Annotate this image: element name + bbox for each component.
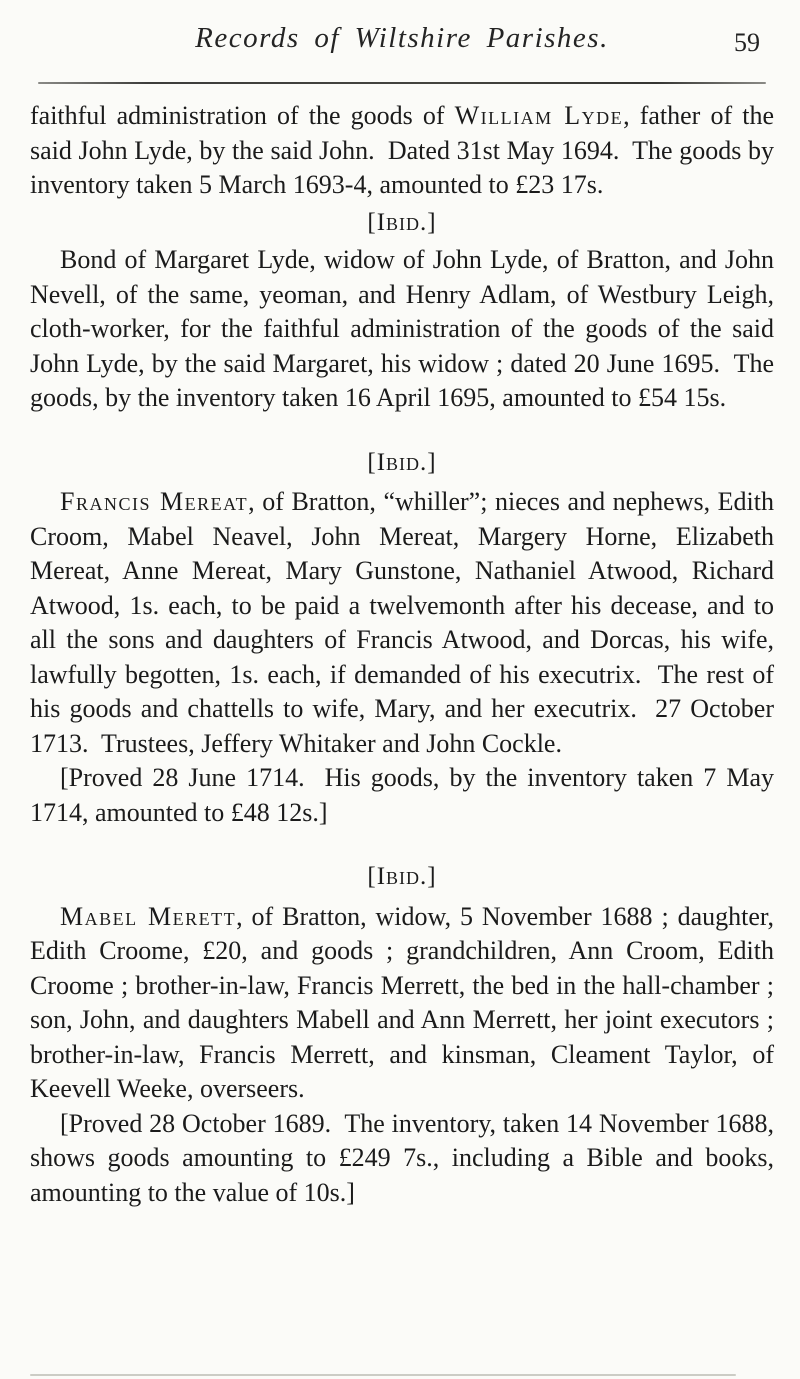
- entry-text: , of Bratton, “whiller”; nieces and nephews, Edith Croom, Mabel Neavel, John Mereat, Margery Horne, Elizabeth Mereat, Anne Mereat, Mary Gunstone, Nathaniel Atwood, Richard Atwood, 1s. each, to be paid a twelvemonth after his decease, and to all the sons and daughters of Francis Atwood, and Dorcas, his wife, lawfully begotten, 1s. each, if demanded of his executrix. The rest of his goods and chattells to wife, Mary, and her executrix. 27 October 1713. Trustees, Jeffery Whitaker and John Cockle.: [30, 487, 781, 758]
- page-bottom-rule: [30, 1374, 736, 1376]
- person-name-william-lyde: William Lyde: [454, 101, 624, 130]
- record-entry-mabel-merett: [30, 900, 781, 1107]
- ibid-marker: [Ibid.]: [367, 208, 437, 236]
- record-entry-william-lyde-admon: [30, 99, 781, 203]
- record-entry-francis-mereat: [30, 485, 781, 761]
- ibid-marker: [Ibid.]: [367, 863, 437, 890]
- entry-text: , of Bratton, widow, 5 November 1688 ; daughter, Edith Croome, £20, and goods ; grandchildren, Ann Croom, Edith Croome ; brother-in-law, Francis Merrett, the bed in the hall-chamber ; son, John, and daughters Mabell and Ann Merrett, her joint executors ; brother-in-law, Francis Merrett, and kinsman, Cleament Taylor, of Keevell Weeke, overseers.: [30, 901, 781, 1103]
- person-name-mabel-merett: Mabel Merett: [60, 901, 237, 931]
- ibid-marker: [Ibid.]: [367, 448, 437, 476]
- header-rule: [38, 82, 766, 84]
- page-title: Records of Wiltshire Parishes.: [195, 22, 609, 54]
- person-name-francis-mereat: Francis Mereat: [60, 487, 249, 516]
- page-body: [30, 99, 781, 1210]
- page-header: [30, 0, 774, 66]
- record-entry-francis-mereat-probate: [Proved 28 June 1714. His goods, by the inventory taken 7 May 1714, amounted to £48 12s.]: [30, 763, 781, 827]
- entry-text: , father of the said John Lyde, by the said John. Dated 31st May 1694. The goods by inventory taken 5 March 1693-4, amounted to £23 17s.: [30, 101, 781, 199]
- page-number: 59: [734, 28, 760, 57]
- entry-text: faithful administration of the goods of: [30, 101, 455, 130]
- record-entry-bond-margaret-lyde: Bond of Margaret Lyde, widow of John Lyde, of Bratton, and John Nevell, of the same, yeoman, and Henry Adlam, of Westbury Leigh, cloth-worker, for the faithful administration of the goods of the said John Lyde, by the said Margaret, his widow ; dated 20 June 1695. The goods, by the inventory taken 16 April 1695, amounted to £54 15s.: [30, 245, 781, 412]
- record-entry-mabel-merett-probate: [Proved 28 October 1689. The inventory, taken 14 November 1688, shows goods amounting to £249 7s., including a Bible and books, amounting to the value of 10s.]: [30, 1108, 781, 1207]
